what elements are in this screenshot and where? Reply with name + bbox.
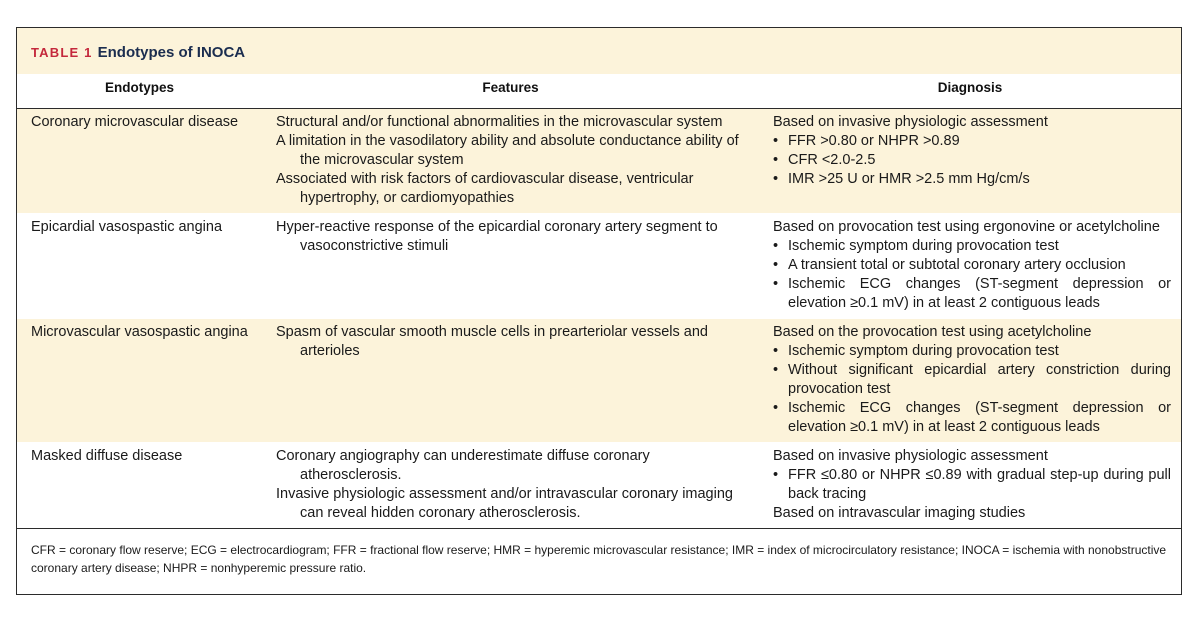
endotype-name: Epicardial vasospastic angina <box>31 219 223 235</box>
endotype-cell <box>17 214 262 319</box>
diagnosis-criterion <box>773 170 1171 189</box>
criterion-text: Without significant epicardial artery constriction during provocation test <box>788 362 1171 397</box>
features-cell <box>262 214 759 319</box>
feature-item: Associated with risk factors of cardiovascular disease, ventricular hypertrophy, or cardiomyopathies <box>276 171 694 206</box>
endotype-cell <box>17 443 262 529</box>
criterion-text: IMR >25 U or HMR >2.5 mm Hg/cm/s <box>788 171 1030 187</box>
diagnosis-intro: Based on invasive physiologic assessment <box>773 114 1048 130</box>
feature-item: Invasive physiologic assessment and/or intravascular coronary imaging can reveal hidden coronary atherosclerosis. <box>276 486 733 521</box>
feature-item: A limitation in the vasodilatory ability and absolute conductance ability of the microvascular system <box>276 133 739 168</box>
bullet-icon: • <box>773 238 779 254</box>
endotype-name: Masked diffuse disease <box>31 448 183 464</box>
diagnosis-criterion <box>773 151 1171 170</box>
table-body <box>17 109 1181 529</box>
diagnosis-cell <box>759 109 1181 214</box>
feature-item: Coronary angiography can underestimate diffuse coronary atherosclerosis. <box>276 448 650 483</box>
features-cell <box>262 319 759 443</box>
feature-item: Hyper-reactive response of the epicardial coronary artery segment to vasoconstrictive stimuli <box>276 219 718 254</box>
diagnosis-cell <box>759 443 1181 529</box>
bullet-icon: • <box>773 171 779 187</box>
criterion-text: FFR ≤0.80 or NHPR ≤0.89 with gradual step-up during pull back tracing <box>788 467 1171 502</box>
diagnosis-cell <box>759 319 1181 443</box>
diagnosis-criterion <box>773 399 1171 437</box>
diagnosis-criterion <box>773 132 1171 151</box>
table-row <box>17 214 1181 319</box>
feature-item: Spasm of vascular smooth muscle cells in prearteriolar vessels and arterioles <box>276 324 708 359</box>
header-row <box>17 74 1181 109</box>
header-diagnosis: Diagnosis <box>759 74 1181 109</box>
table-frame <box>16 27 1182 595</box>
diagnosis-criterion <box>773 256 1171 275</box>
diagnosis-outro: Based on intravascular imaging studies <box>773 505 1026 521</box>
table-row <box>17 109 1181 214</box>
diagnosis-intro: Based on the provocation test using acetylcholine <box>773 324 1092 340</box>
criterion-text: Ischemic ECG changes (ST-segment depression or elevation ≥0.1 mV) in at least 2 contiguous leads <box>788 400 1171 435</box>
endotype-name: Coronary microvascular disease <box>31 114 239 130</box>
table-footnote: CFR = coronary flow reserve; ECG = electrocardiogram; FFR = fractional flow reserve; HMR = hyperemic microvascular resistance; IMR = index of microcirculatory resistance; INOCA = ischemia with nonobstructive coronary artery disease; NHPR = nonhyperemic pressure ratio. <box>31 543 1167 575</box>
bullet-icon: • <box>773 133 779 149</box>
feature-item: Structural and/or functional abnormalities in the microvascular system <box>276 114 723 130</box>
criterion-text: FFR >0.80 or NHPR >0.89 <box>788 133 960 149</box>
diagnosis-criterion <box>773 361 1171 399</box>
endotype-cell <box>17 109 262 214</box>
bullet-icon: • <box>773 400 779 416</box>
features-cell <box>262 443 759 529</box>
diagnosis-criterion <box>773 466 1171 504</box>
table-row <box>17 319 1181 443</box>
diagnosis-criterion <box>773 342 1171 361</box>
table-label: TABLE 1 <box>31 45 93 60</box>
diagnosis-intro: Based on invasive physiologic assessment <box>773 448 1048 464</box>
bullet-icon: • <box>773 362 779 378</box>
diagnosis-intro: Based on provocation test using ergonovine or acetylcholine <box>773 219 1160 235</box>
bullet-icon: • <box>773 343 779 359</box>
diagnosis-criterion <box>773 275 1171 313</box>
bullet-icon: • <box>773 467 779 483</box>
table-title <box>31 44 245 62</box>
features-cell <box>262 109 759 214</box>
criterion-text: Ischemic symptom during provocation test <box>788 238 1059 254</box>
criterion-text: CFR <2.0-2.5 <box>788 152 876 168</box>
diagnosis-criterion <box>773 237 1171 256</box>
bullet-icon: • <box>773 257 779 273</box>
header-endotypes: Endotypes <box>17 74 262 109</box>
bullet-icon: • <box>773 276 779 292</box>
table-title-band <box>17 28 1181 74</box>
diagnosis-cell <box>759 214 1181 319</box>
criterion-text: A transient total or subtotal coronary artery occlusion <box>788 257 1126 273</box>
criterion-text: Ischemic ECG changes (ST-segment depression or elevation ≥0.1 mV) in at least 2 contiguous leads <box>788 276 1171 311</box>
endotype-name: Microvascular vasospastic angina <box>31 324 248 340</box>
table-row <box>17 443 1181 529</box>
table-caption: Endotypes of INOCA <box>97 44 246 61</box>
header-features: Features <box>262 74 759 109</box>
endotypes-table <box>17 74 1181 529</box>
criterion-text: Ischemic symptom during provocation test <box>788 343 1059 359</box>
bullet-icon: • <box>773 152 779 168</box>
endotype-cell <box>17 319 262 443</box>
